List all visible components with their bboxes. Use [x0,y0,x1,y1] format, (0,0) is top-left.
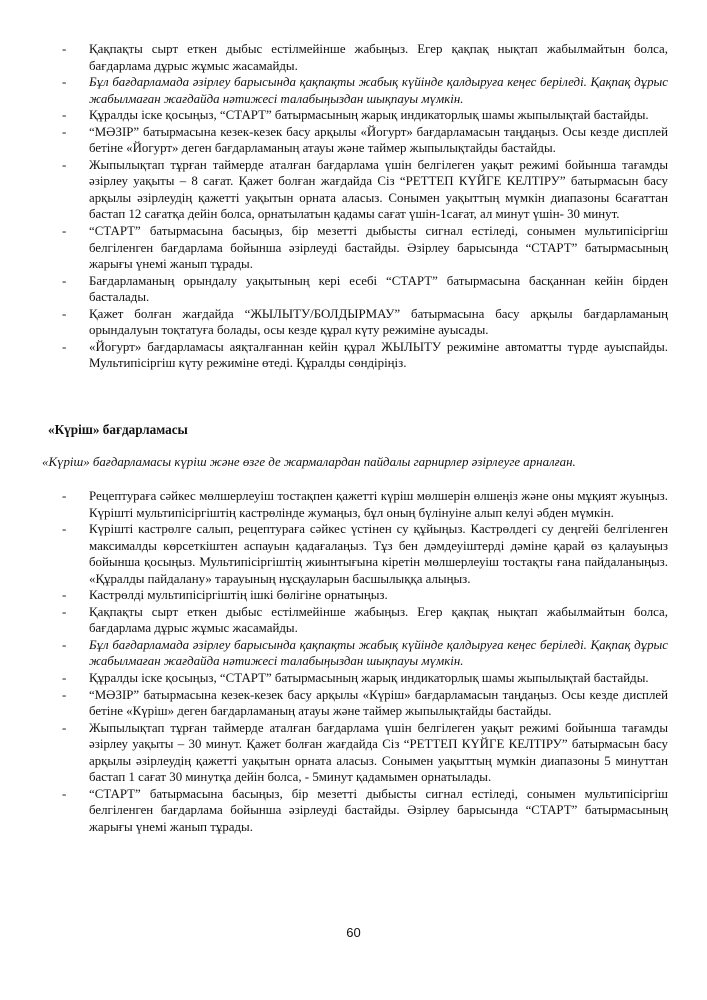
list-item [62,273,668,306]
bullet-dash: - [62,108,67,123]
list-item-text: “СТАРТ” батырмасына басыңыз, бір мезетті дыбысты сигнал естіледі, сонымен мультипісіргіш белгіленген бағдарлама бойынша әзірлеуді бастайды. Әзірлеу барысында “СТАРТ” батырмасының жарығы үнемі жанып тұрады. [89,786,668,834]
list-item-text: Қақпақты сырт еткен дыбыс естілмейінше жабыңыз. Егер қақпақ нықтап жабылмайтын болса, бағдарлама дұрыс жұмыс жасамайды. [89,604,668,636]
list-item-text: Қажет болған жағдайда “ЖЫЛЫТУ/БОЛДЫРМАУ” батырмасына басу арқылы бағдарламаның орындалуын тоқтатуға болады, осы кезде құрал күту режиміне ауысады. [89,306,668,338]
list-item [62,124,668,157]
bullet-dash: - [62,786,67,801]
list-item [62,521,668,587]
list-item-text: «Йогурт» бағдарламасы аяқталғаннан кейін құрал ЖЫЛЫТУ режиміне автоматты түрде ауыспайды. Мультипісіргіш күту режиміне өтеді. Құралды сөндіріңіз. [89,339,668,371]
list-item [62,670,668,687]
list-item [62,41,668,74]
list-item [62,74,668,107]
list-item [62,223,668,273]
list-item-text: “СТАРТ” батырмасына басыңыз, бір мезетті дыбысты сигнал естіледі, сонымен мультипісіргіш белгіленген бағдарлама бойынша әзірлеуді бастайды. Әзірлеу барысында “СТАРТ” батырмасының жарығы үнемі жанып тұрады. [89,224,668,272]
bullet-dash: - [62,687,67,702]
list-item-text: Жыпылықтап тұрған таймерде аталған бағдарлама үшін белгілеген уақыт режимі бойынша тағамды әзірлеу уақыты – 8 сағат. Қажет болған жағдайда Сіз “РЕТТЕП КҮЙГЕ КЕЛТІРУ” батырмасын басу арқылы әзірлеудің қажетті уақытын орната аласыз. Сонымен уақыттың мүмкін диапазоны 6сағаттан бастап 12 сағатқа дейін болса, орнатылатын қадамы сағат үшін-1сағат, ал минут үшін- 30 минут. [89,157,668,222]
list-item-text: Құралды іске қосыңыз, “СТАРТ” батырмасының жарық индикаторлық шамы жыпылықтай бастайды. [89,108,649,123]
list-item [62,339,668,372]
list-item [62,604,668,637]
list-item [62,720,668,786]
bullet-dash: - [62,720,67,735]
list-item-text: Құралды іске қосыңыз, “СТАРТ” батырмасының жарық индикаторлық шамы жыпылықтай бастайды. [89,671,649,686]
list-item [62,107,668,124]
bullet-dash: - [62,224,67,239]
bullet-dash: - [62,588,67,603]
bullet-dash: - [62,42,67,56]
list-item [62,157,668,223]
bullet-dash: - [62,604,67,619]
list-item-text: “МӘЗІР” батырмасына кезек-кезек басу арқылы «Йогурт» бағдарламасын таңдаңыз. Осы кезде дисплей бетіне «Йогурт» деген бағдарламаның атауы және таймер жыпылықтайды бастайды. [89,124,668,156]
section-title: «Күріш» бағдарламасы [48,422,188,437]
page-number: 60 [346,925,361,940]
list-item [62,687,668,720]
bullet-dash: - [62,339,67,354]
bullet-dash: - [62,273,67,288]
bullet-dash: - [62,157,67,172]
list-item-text: Жыпылықтап тұрған таймерде аталған бағдарлама үшін белгілеген уақыт режимі бойынша тағамды әзірлеу уақыты – 30 минут. Қажет болған жағдайда Сіз “РЕТТЕП КҮЙГЕ КЕЛТІРУ” батырмасын басу арқылы әзірлеудің қажетті уақытын орната аласыз. Сонымен уақыттың мүмкін диапазоны 5 минуттан бастап 1 сағат 30 минутқа дейін болса, - 5минут қадамымен орнатылады. [89,720,668,785]
list-item [62,306,668,339]
bullet-dash: - [62,671,67,686]
list-item-text: Бағдарламаның орындалу уақытының кері есебі “СТАРТ” батырмасына басқаннан кейін бірден басталады. [89,273,668,305]
bullet-dash: - [62,124,67,139]
section-intro: «Күріш» бағдарламасы күріш және өзге де жармалардан пайдалы гарнирлер әзірлеуге арналған. [42,455,576,469]
list-item-text: Бұл бағдарламада әзірлеу барысында қақпақты жабық күйінде қалдыруға кеңес беріледі. Қақпақ дұрыс жабылмаған жағдайда нәтижесі талабыңыздан шықпауы мүмкін. [89,75,668,106]
list-item-text: Бұл бағдарламада әзірлеу барысында қақпақты жабық күйінде қалдыруға кеңес беріледі. Қақпақ дұрыс жабылмаған жағдайда нәтижесі талабыңыздан шықпауы мүмкін. [89,637,668,669]
list-item-text: Рецептураға сәйкес мөлшерлеуіш тостақпен қажетті күріш мөлшерін өлшеңіз және оны мұқият жуыңыз. Күрішті мультипісіргіштің кастрөлінде жумаңыз, бұл оның бүлінуіне алып келуі әбден мүмкін. [89,489,668,520]
list-item-text: “МӘЗІР” батырмасына кезек-кезек басу арқылы «Күріш» бағдарламасын таңдаңыз. Осы кезде дисплей бетіне «Күріш» деген бағдарламаның атауы және таймер жыпылықтайды бастайды. [89,687,668,719]
list-item [62,637,668,670]
bullet-dash: - [62,306,67,321]
bullet-dash: - [62,489,67,503]
list-item [62,488,668,521]
bullet-dash: - [62,75,67,90]
yogurt-steps-list [62,41,668,372]
rice-steps-list [62,488,668,835]
list-item [62,786,668,836]
bullet-dash: - [62,637,67,652]
list-item-text: Қақпақты сырт еткен дыбыс естілмейінше жабыңыз. Егер қақпақ нықтап жабылмайтын болса, бағдарлама дұрыс жұмыс жасамайды. [89,42,668,73]
list-item-text: Кастрөлді мультипісіргіштің ішкі бөлігіне орнатыңыз. [89,588,388,603]
list-item-text: Күрішті кастрөлге салып, рецептураға сәйкес үстінен су құйыңыз. Кастрөлдегі су деңгейі белгіленген максималды көрсеткіштен аспауын қадағалаңыз. Тұз бен дәмдеуіштерді дәміне қарай өз қалауыңыз бойынша қосыңыз. Мультипісіргіштің жиынтығына кіретін мөлшерлеуіш тостақты ғана пайдаланыңыз. «Құралды пайдалану» тарауының нұсқауларын басшылыққа алыңыз. [89,522,668,586]
list-item [62,587,668,604]
bullet-dash: - [62,522,67,537]
